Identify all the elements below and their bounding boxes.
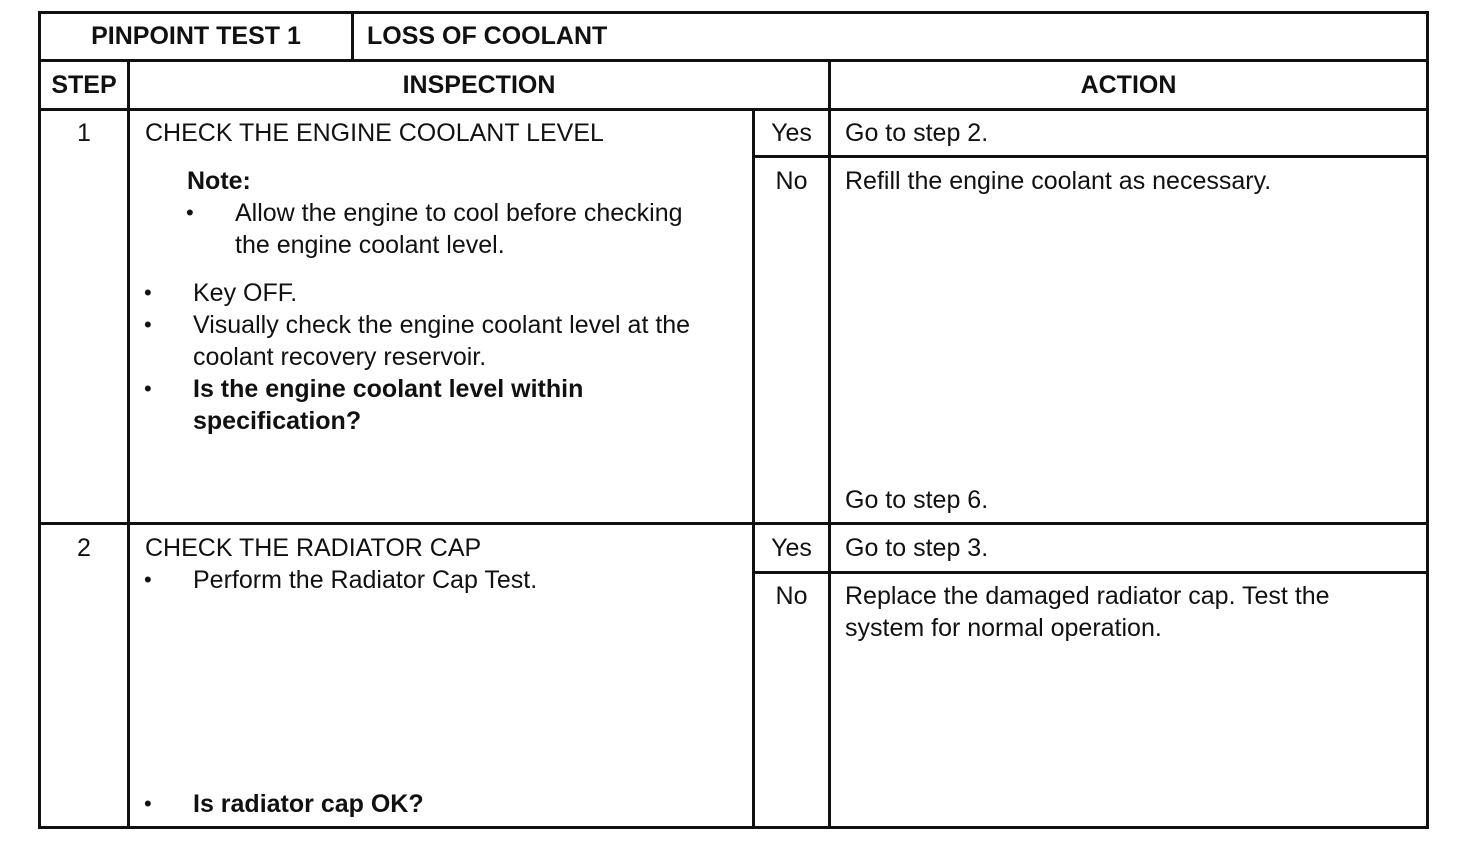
inspection-question: Is radiator cap OK? (193, 790, 424, 818)
column-inspection: INSPECTION (402, 71, 556, 99)
bullet-icon: • (144, 791, 152, 816)
bullet-icon: • (144, 280, 152, 305)
note-label: Note: (187, 167, 251, 195)
rule-right (1426, 11, 1429, 829)
bullet-icon: • (144, 312, 152, 337)
rule-answer-col (752, 108, 755, 829)
rule-action-col (828, 59, 831, 829)
answer-no: No (775, 582, 808, 610)
step-heading: CHECK THE ENGINE COOLANT LEVEL (145, 119, 604, 147)
action-no-followup: Go to step 6. (845, 486, 989, 514)
rule-columns-bottom (38, 108, 1429, 111)
step-heading: CHECK THE RADIATOR CAP (145, 534, 482, 562)
step-number: 2 (77, 534, 91, 562)
column-step: STEP (51, 71, 117, 99)
test-label: PINPOINT TEST 1 (91, 22, 301, 50)
inspection-item: Perform the Radiator Cap Test. (193, 566, 538, 594)
inspection-question: Is the engine coolant level within (193, 375, 584, 403)
answer-yes: Yes (771, 534, 812, 562)
rule-header-divider (351, 11, 354, 62)
rule-top (38, 11, 1429, 14)
rule-step1-yes-bottom (752, 155, 1429, 158)
bullet-icon: • (144, 567, 152, 592)
inspection-question: specification? (193, 407, 362, 435)
rule-header-bottom (38, 59, 1429, 62)
column-action: ACTION (1080, 71, 1177, 99)
action-yes: Go to step 3. (845, 534, 989, 562)
step-number: 1 (77, 119, 91, 147)
bullet-icon: • (144, 376, 152, 401)
test-title: LOSS OF COOLANT (367, 22, 608, 50)
action-no: Refill the engine coolant as necessary. (845, 167, 1272, 195)
note-line: Allow the engine to cool before checking (235, 199, 683, 227)
inspection-item: Visually check the engine coolant level at the (193, 311, 691, 339)
rule-step2-yes-bottom (752, 571, 1429, 574)
rule-step1-bottom (38, 522, 1429, 525)
rule-bottom (38, 826, 1429, 829)
answer-yes: Yes (771, 119, 812, 147)
action-no: system for normal operation. (845, 614, 1162, 642)
inspection-item: Key OFF. (193, 279, 298, 307)
note-line: the engine coolant level. (235, 231, 505, 259)
bullet-icon: • (186, 200, 194, 225)
action-no: Replace the damaged radiator cap. Test the (845, 582, 1330, 610)
action-yes: Go to step 2. (845, 119, 989, 147)
answer-no: No (775, 167, 808, 195)
rule-step-col (127, 59, 130, 829)
inspection-item: coolant recovery reservoir. (193, 343, 487, 371)
